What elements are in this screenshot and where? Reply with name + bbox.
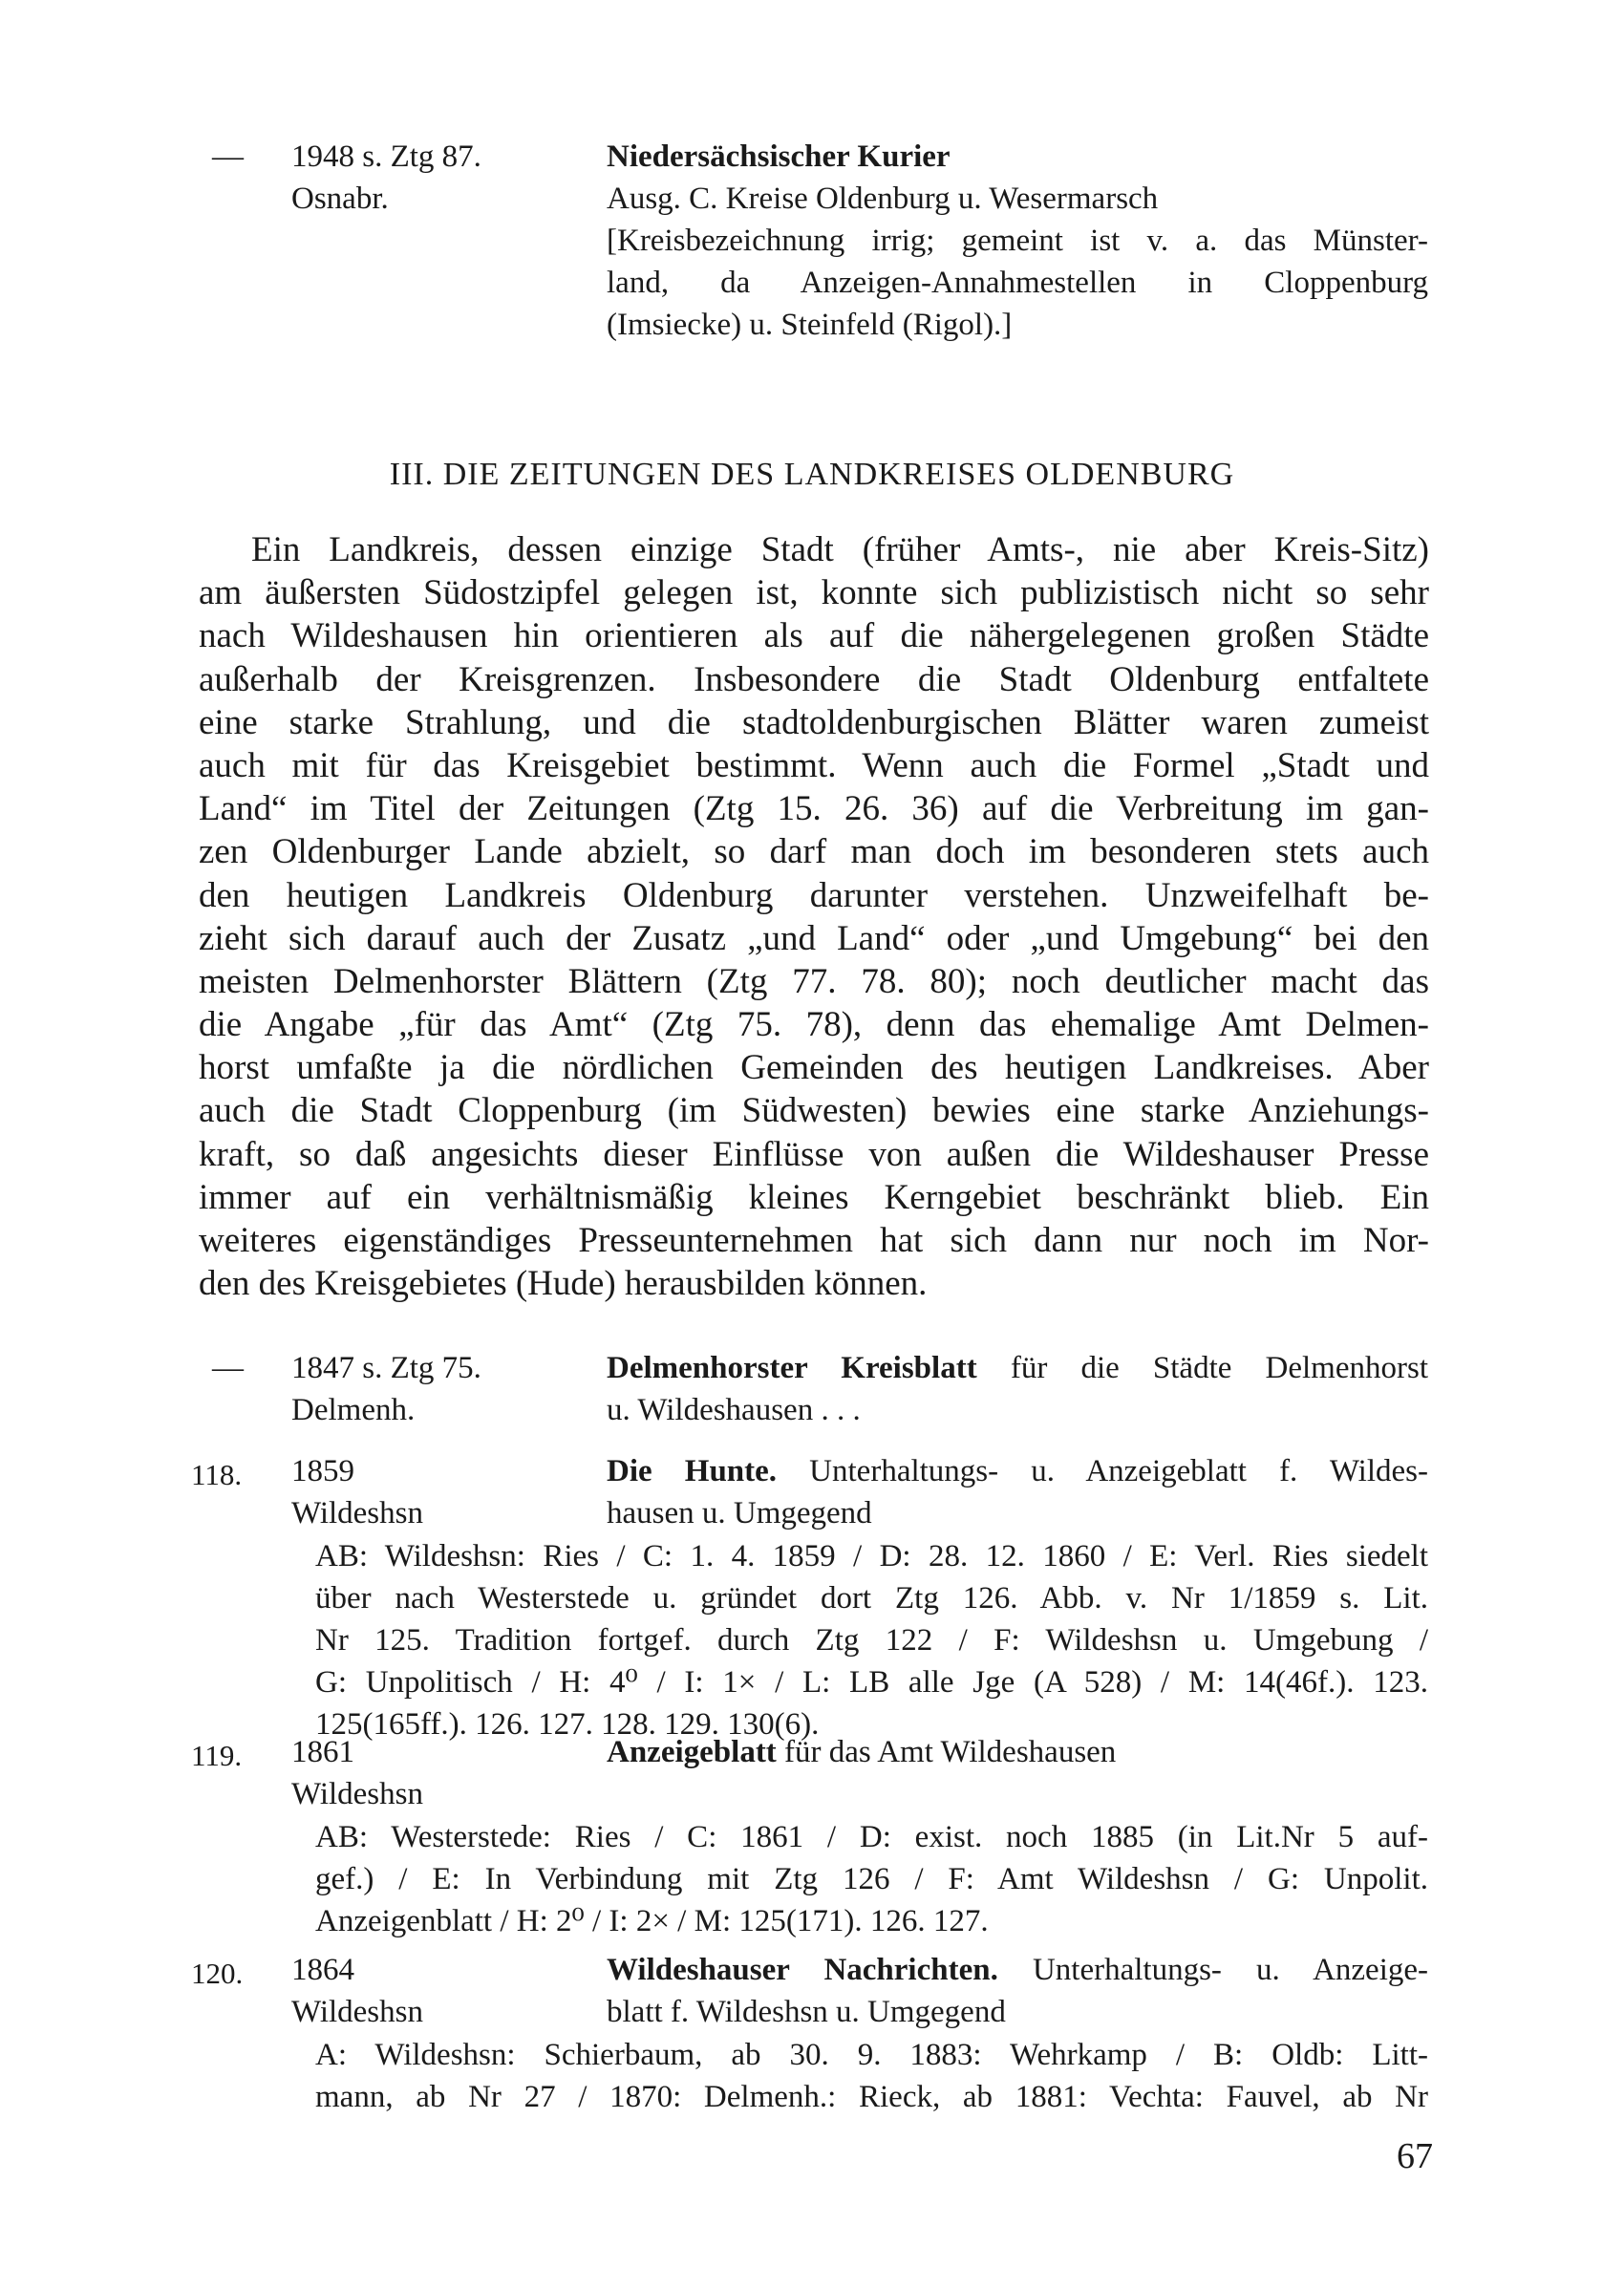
body-line: weiteres eigenständiges Presseunternehmen hat sich dann nur noch im Nor- bbox=[199, 1221, 1429, 1260]
entry-desc-line: (Imsiecke) u. Steinfeld (Rigol).] bbox=[607, 308, 1013, 342]
entry-year-ref: 1847 s. Ztg 75. bbox=[291, 1351, 481, 1385]
entry-title: Die Hunte. bbox=[607, 1454, 778, 1488]
entry-desc-line: blatt f. Wildeshsn u. Umgegend bbox=[607, 1995, 1006, 2029]
entry-detail-line: Anzeigenblatt / H: 2⁰ / I: 2× / M: 125(171). 126. 127. bbox=[315, 1904, 989, 1938]
entry-detail-line: AB: Wildeshsn: Ries / C: 1. 4. 1859 / D: 28. 12. 1860 / E: Verl. Ries siedelt bbox=[315, 1539, 1428, 1573]
entry-meta bbox=[291, 1347, 588, 1431]
entry-description bbox=[607, 1731, 1428, 1773]
entry-detail-line: AB: Westerstede: Ries / C: 1861 / D: exist. noch 1885 (in Lit.Nr 5 auf- bbox=[315, 1820, 1428, 1854]
body-line: Ein Landkreis, dessen einzige Stadt (früher Amts-, nie aber Kreis-Sitz) bbox=[251, 530, 1429, 569]
body-line: eine starke Strahlung, und die stadtoldenburgischen Blätter waren zumeist bbox=[199, 702, 1429, 742]
entry-details bbox=[315, 1535, 1428, 1745]
entry-desc-line: u. Wildeshausen . . . bbox=[607, 1393, 861, 1427]
entry-title: Wildeshauser Nachrichten. bbox=[607, 1953, 998, 1987]
body-line: am äußersten Südostzipfel gelegen ist, konnte sich publizistisch nicht so sehr bbox=[199, 573, 1429, 613]
entry-meta bbox=[291, 1949, 588, 2033]
entry-number: 119. bbox=[191, 1739, 243, 1772]
entry-details bbox=[315, 1816, 1428, 1942]
entry-title-rest: Unterhaltungs- u. Anzeigeblatt f. Wildes- bbox=[777, 1454, 1428, 1488]
entry-title: Delmenhorster Kreisblatt bbox=[607, 1351, 977, 1385]
body-line: meisten Delmenhorster Blättern (Ztg 77. 78. 80); noch deutlicher macht das bbox=[199, 961, 1429, 1001]
entry-year: 1864 bbox=[291, 1953, 354, 1987]
entry-meta bbox=[291, 1450, 588, 1534]
section-heading: III. DIE ZEITUNGEN DES LANDKREISES OLDENBURG bbox=[389, 457, 1235, 492]
entry-year-ref: 1948 s. Ztg 87. bbox=[291, 139, 481, 174]
entry-detail-line: gef.) / E: In Verbindung mit Ztg 126 / F: Amt Wildeshsn / G: Unpolit. bbox=[315, 1862, 1428, 1896]
entry-detail-line: mann, ab Nr 27 / 1870: Delmenh.: Rieck, ab 1881: Vechta: Fauvel, ab Nr bbox=[315, 2080, 1428, 2114]
entry-desc-line: hausen u. Umgegend bbox=[607, 1496, 872, 1530]
entry-detail-line: über nach Westerstede u. gründet dort Ztg 126. Abb. v. Nr 1/1859 s. Lit. bbox=[315, 1581, 1428, 1616]
body-line: horst umfaßte ja die nördlichen Gemeinden des heutigen Landkreises. Aber bbox=[199, 1048, 1429, 1088]
entry-place: Osnabr. bbox=[291, 182, 389, 216]
body-paragraph bbox=[199, 528, 1429, 1305]
entry-description bbox=[607, 136, 1428, 346]
entry-detail-line: G: Unpolitisch / H: 4⁰ / I: 1× / L: LB alle Jge (A 528) / M: 14(46f.). 123. bbox=[315, 1665, 1428, 1700]
entry-title-rest: für die Städte Delmenhorst bbox=[976, 1351, 1428, 1385]
page-number: 67 bbox=[1397, 2136, 1433, 2176]
body-line: Land“ im Titel der Zeitungen (Ztg 15. 26. 36) auf die Verbreitung im gan- bbox=[199, 789, 1429, 829]
entry-title: Anzeigeblatt bbox=[607, 1735, 777, 1769]
entry-desc-line: Ausg. C. Kreise Oldenburg u. Wesermarsch bbox=[607, 182, 1159, 216]
entry-year: 1859 bbox=[291, 1454, 354, 1488]
entry-title-rest: Unterhaltungs- u. Anzeige- bbox=[997, 1953, 1429, 1987]
body-line: nach Wildeshausen hin orientieren als auf die nähergelegenen großen Städte bbox=[199, 616, 1429, 656]
entry-desc-line: land, da Anzeigen-Annahmestellen in Cloppenburg bbox=[607, 266, 1428, 300]
entry-meta bbox=[291, 136, 588, 220]
entry-title: Niedersächsischer Kurier bbox=[607, 139, 951, 174]
body-line: zieht sich darauf auch der Zusatz „und Land“ oder „und Umgebung“ bei den bbox=[199, 918, 1429, 958]
body-line: immer auf ein verhältnismäßig kleines Kerngebiet beschränkt blieb. Ein bbox=[199, 1177, 1429, 1217]
entry-number: 120. bbox=[191, 1957, 244, 1990]
body-line: den des Kreisgebietes (Hude) herausbilden können. bbox=[199, 1264, 928, 1304]
entry-place: Wildeshsn bbox=[291, 1496, 423, 1530]
entry-description bbox=[607, 1450, 1428, 1534]
entry-place: Wildeshsn bbox=[291, 1777, 423, 1811]
entry-detail-line: Nr 125. Tradition fortgef. durch Ztg 122 / F: Wildeshsn u. Umgebung / bbox=[315, 1623, 1428, 1658]
entry-number: 118. bbox=[191, 1458, 243, 1491]
entry-dash-marker: — bbox=[212, 139, 244, 174]
entry-place: Wildeshsn bbox=[291, 1995, 423, 2029]
entry-meta bbox=[291, 1731, 588, 1815]
body-line: zen Oldenburger Lande abzielt, so darf man doch im besonderen stets auch bbox=[199, 832, 1429, 872]
entry-description bbox=[607, 1949, 1428, 2033]
body-line: auch mit für das Kreisgebiet bestimmt. Wenn auch die Formel „Stadt und bbox=[199, 745, 1429, 785]
entry-place: Delmenh. bbox=[291, 1393, 416, 1427]
entry-detail-line: A: Wildeshsn: Schierbaum, ab 30. 9. 1883: Wehrkamp / B: Oldb: Litt- bbox=[315, 2038, 1428, 2072]
entry-description bbox=[607, 1347, 1428, 1431]
entry-desc-line: [Kreisbezeichnung irrig; gemeint ist v. a. das Münster- bbox=[607, 224, 1428, 258]
body-line: auch die Stadt Cloppenburg (im Südwesten) bewies eine starke Anziehungs- bbox=[199, 1091, 1429, 1131]
body-line: die Angabe „für das Amt“ (Ztg 75. 78), denn das ehemalige Amt Delmen- bbox=[199, 1005, 1429, 1045]
body-line: außerhalb der Kreisgrenzen. Insbesondere die Stadt Oldenburg entfaltete bbox=[199, 659, 1429, 699]
entry-dash-marker: — bbox=[212, 1351, 244, 1385]
body-line: kraft, so daß angesichts dieser Einflüsse von außen die Wildeshauser Presse bbox=[199, 1134, 1429, 1174]
entry-detail-line: 125(165ff.). 126. 127. 128. 129. 130(6). bbox=[315, 1707, 820, 1742]
entry-title-rest: für das Amt Wildeshausen bbox=[776, 1735, 1117, 1769]
body-line: den heutigen Landkreis Oldenburg darunter verstehen. Unzweifelhaft be- bbox=[199, 875, 1429, 915]
entry-year: 1861 bbox=[291, 1735, 354, 1769]
entry-details bbox=[315, 2034, 1428, 2118]
